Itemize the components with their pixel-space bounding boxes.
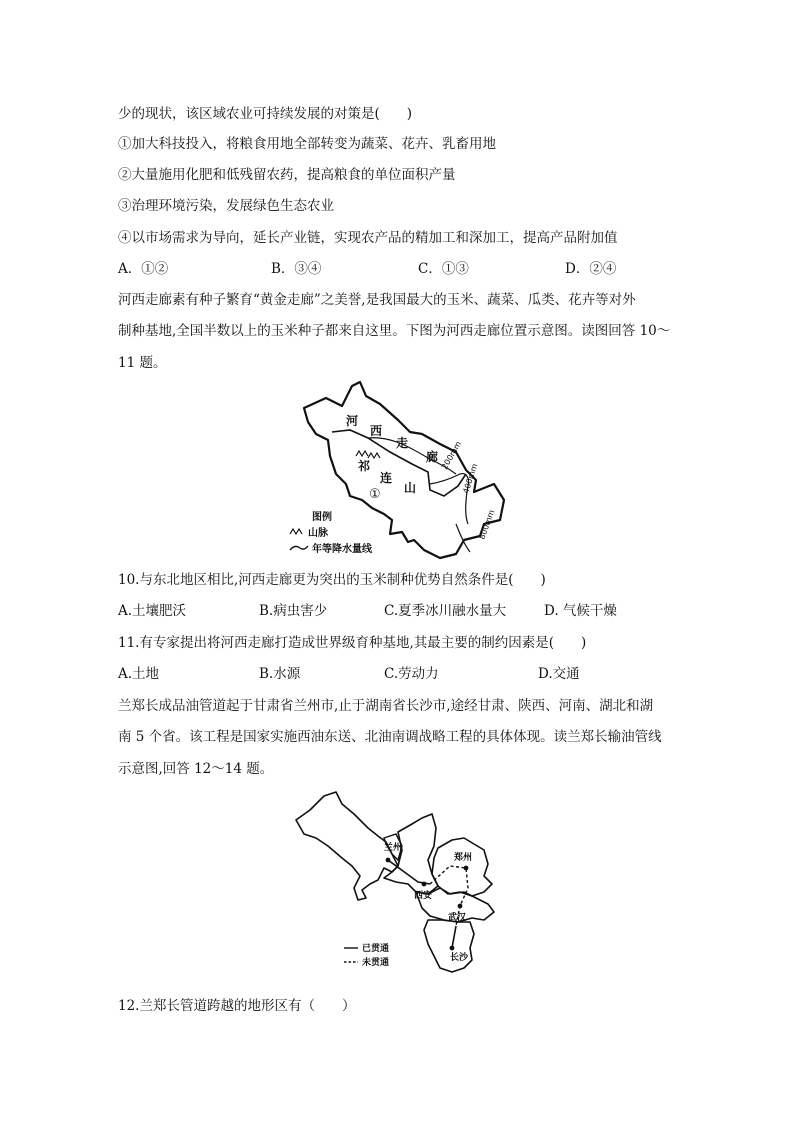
label-lian: 连 bbox=[380, 471, 393, 485]
label-shan: 山 bbox=[404, 481, 417, 495]
q9-statement-1: ①加大科技投入，将粮食用地全部转变为蔬菜、花卉、乳畜用地 bbox=[118, 136, 496, 152]
legend-title: 图例 bbox=[312, 512, 332, 523]
q10-stem: 10.与东北地区相比,河西走廊更为突出的玉米制种优势自然条件是( ) bbox=[118, 572, 546, 588]
city-dot-wuhan bbox=[458, 904, 463, 909]
pipeline-completed-south bbox=[452, 926, 456, 948]
label-qi: 祁 bbox=[358, 459, 371, 473]
legend-mountain-icon bbox=[290, 529, 302, 534]
q11-option-d: D.交通 bbox=[538, 666, 580, 682]
passage1-line-2: 制种基地,全国半数以上的玉米种子都来自这里。下图为河西走廊位置示意图。读图回答 10～ bbox=[118, 323, 671, 339]
q9-option-a: A．①② bbox=[118, 261, 169, 277]
city-label-xian: 西安 bbox=[414, 891, 433, 901]
city-dot-xian bbox=[422, 882, 427, 887]
isohyet-400 bbox=[430, 474, 469, 524]
pipeline-completed bbox=[388, 860, 430, 884]
city-label-zhengzhou: 郑州 bbox=[454, 853, 473, 863]
label-xi: 西 bbox=[370, 424, 383, 438]
q9-option-d: D．②④ bbox=[565, 261, 617, 277]
passage1-line-1: 河西走廊素有种子繁育“黄金走廊”之美誉,是我国最大的玉米、蔬菜、瓜类、花卉等对外 bbox=[118, 292, 636, 308]
city-dot-lanzhou bbox=[386, 858, 391, 863]
hunan-outline bbox=[424, 920, 474, 972]
q10-option-c: C.夏季冰川融水量大 bbox=[384, 603, 507, 619]
legend-isohyet-label: 年等降水量线 bbox=[312, 544, 372, 555]
q9-option-b: B．③④ bbox=[271, 261, 322, 277]
q9-option-c: C．①③ bbox=[418, 261, 469, 277]
marker-1: ① bbox=[369, 487, 381, 502]
legend-completed-label: 已贯通 bbox=[362, 944, 390, 954]
city-dot-zhengzhou bbox=[464, 866, 469, 871]
q11-stem: 11.有专家提出将河西走廊打造成世界级育种基地,其最主要的制约因素是( ) bbox=[118, 635, 587, 651]
q9-statement-2: ②大量施用化肥和低残留农药，提高粮食的单位面积产量 bbox=[118, 167, 456, 183]
pipeline-map bbox=[288, 788, 506, 984]
city-label-lanzhou: 兰州 bbox=[384, 843, 403, 853]
passage2-line-3: 示意图,回答 12～14 题。 bbox=[118, 761, 274, 777]
q9-stem: 少的现状，该区域农业可持续发展的对策是( ) bbox=[118, 106, 413, 122]
city-dot-changsha bbox=[450, 946, 455, 951]
legend-isohyet-icon bbox=[290, 546, 308, 550]
label-he: 河 bbox=[346, 414, 359, 428]
q9-statement-3: ③治理环境污染，发展绿色生态农业 bbox=[118, 198, 334, 214]
q11-option-a: A.土地 bbox=[118, 666, 160, 682]
passage2-line-1: 兰郑长成品油管道起于甘肃省兰州市,止于湖南省长沙市,途经甘肃、陕西、河南、湖北和湖 bbox=[118, 698, 654, 714]
gansu-outline bbox=[296, 792, 398, 900]
city-label-wuhan: 武汉 bbox=[448, 913, 467, 923]
q12-stem: 12.兰郑长管道跨越的地形区有（ ） bbox=[118, 998, 356, 1014]
passage1-line-3: 11 题。 bbox=[118, 355, 167, 371]
label-zou: 走 bbox=[396, 436, 409, 450]
qilian-mountain-symbols bbox=[356, 451, 380, 458]
legend-mountain-label: 山脉 bbox=[308, 528, 328, 539]
q10-option-a: A.土壤肥沃 bbox=[118, 603, 187, 619]
city-label-changsha: 长沙 bbox=[450, 953, 469, 963]
q11-option-c: C.劳动力 bbox=[384, 666, 439, 682]
hexi-corridor-map bbox=[280, 374, 520, 560]
iso-label-800: 800mm bbox=[477, 508, 497, 541]
legend-pending-label: 未贯通 bbox=[362, 958, 390, 968]
label-lang: 廊 bbox=[426, 450, 439, 464]
q9-statement-4: ④以市场需求为导向，延长产业链，实现农产品的精加工和深加工，提高产品附加值 bbox=[118, 230, 618, 246]
iso-label-200: 200mm bbox=[439, 439, 464, 471]
q10-option-b: B.病虫害少 bbox=[259, 603, 328, 619]
q10-option-d: D. 气候干燥 bbox=[544, 603, 617, 619]
passage2-line-2: 南 5 个省。该工程是国家实施西油东送、北油南调战略工程的具体体现。读兰郑长输油管线 bbox=[118, 729, 662, 745]
q11-option-b: B.水源 bbox=[259, 666, 301, 682]
iso-label-400: 400mm bbox=[461, 462, 480, 495]
